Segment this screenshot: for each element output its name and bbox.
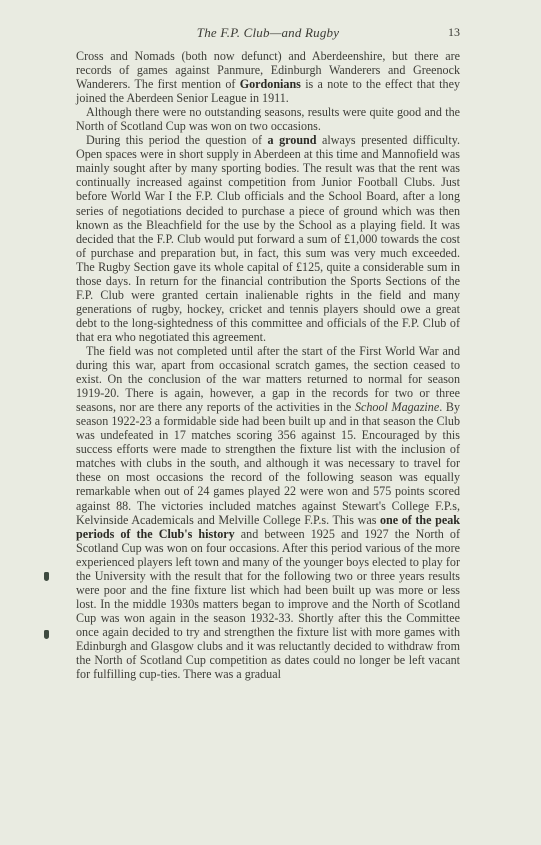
running-head	[76, 25, 460, 43]
emphasis-bold: one of the peak periods of the Club's history	[76, 512, 460, 541]
page-number: 13	[448, 25, 460, 39]
emphasis-bold: Gordonians	[239, 77, 301, 92]
paragraph	[76, 105, 460, 133]
margin-mark	[44, 572, 49, 581]
paragraph	[76, 49, 460, 105]
paragraph	[76, 344, 460, 681]
text-run: Although there were no outstanding seasons, results were quite good and the North of Scotland Cup was won on two occasions.	[76, 105, 460, 134]
paragraph	[76, 133, 460, 344]
emphasis-bold: a ground	[267, 133, 317, 148]
margin-mark	[44, 630, 49, 639]
text-run: always presented difficulty. Open spaces were in short supply in Aberdeen at this time and Mannofield was mainly sought after by many sporting bodies. The result was that the rent was continually increased against competition from Junior Football Clubs. Just before World War I the F.P. Club officials and the School Board, after a long series of negotiations decided to purchase a piece of ground which was then known as the Bleachfield for the use by the School as a playing field. It was decided that the F.P. Club would put forward a sum of £1,000 towards the cost of purchase and preparation but, in fact, this sum was very much exceeded. The Rugby Section gave its whole capital of £125, quite a considerable sum in those days. In return for the financial contribution the Sports Sections of the F.P. Club were granted certain inalienable rights in the field and many generations of rugby, hockey, cricket and tennis players should owe a great debt to the long-sightedness of this committee and officials of the F.P. Club of that era who negotiated this agreement.	[76, 133, 460, 344]
text-run: is a note to the effect that they joined the Aberdeen Senior League in 1911.	[76, 77, 460, 106]
text-run: During this period the question of	[86, 133, 268, 148]
body-text	[76, 49, 460, 681]
text-run: . By season 1922-23 a formidable side had been built up and in that season the Club was undefeated in 17 matches scoring 356 against 15. Encouraged by this success efforts were made to strengthen the fixture list with the inclusion of matches with clubs in the south, and although it was necessary to travel for these on most occasions the record of the following season was equally remarkable when out of 24 games played 22 were won and 575 points scored against 88. The victories included matches against Stewart's College F.P.s, Kelvinside Academicals and Melville College F.P.s. This was	[76, 400, 460, 527]
emphasis-italic: School Magazine	[354, 400, 440, 415]
running-title: The F.P. Club—and Rugby	[196, 25, 340, 40]
text-run: The field was not completed until after the start of the First World War and during this war, apart from occasional scratch games, the section ceased to exist. On the conclusion of the war matters returned to normal for season 1919-20. There is again, however, a gap in the records for two or three seasons, nor are there any reports of the activities in the	[76, 343, 460, 415]
text-run: Cross and Nomads (both now defunct) and Aberdeenshire, but there are records of games against Panmure, Edinburgh Wanderers and Greenock Wanderers. The first mention of	[76, 49, 460, 92]
text-run: and between 1925 and 1927 the North of Scotland Cup was won on four occasions. After this period various of the more experienced players left town and many of the younger boys elected to play for the University with the result that for the following two or three years results were poor and the fine fixture list which had been built up was more or less lost. In the middle 1930s matters began to improve and the North of Scotland Cup was won again in the season 1932-33. Shortly after this the Committee once again decided to try and strengthen the fixture list with more games with Edinburgh and Glasgow clubs and it was reluctantly decided to withdraw from the North of Scotland Cup competition as dates could no longer be left vacant for fulfilling cup-ties. There was a gradual	[76, 526, 461, 682]
